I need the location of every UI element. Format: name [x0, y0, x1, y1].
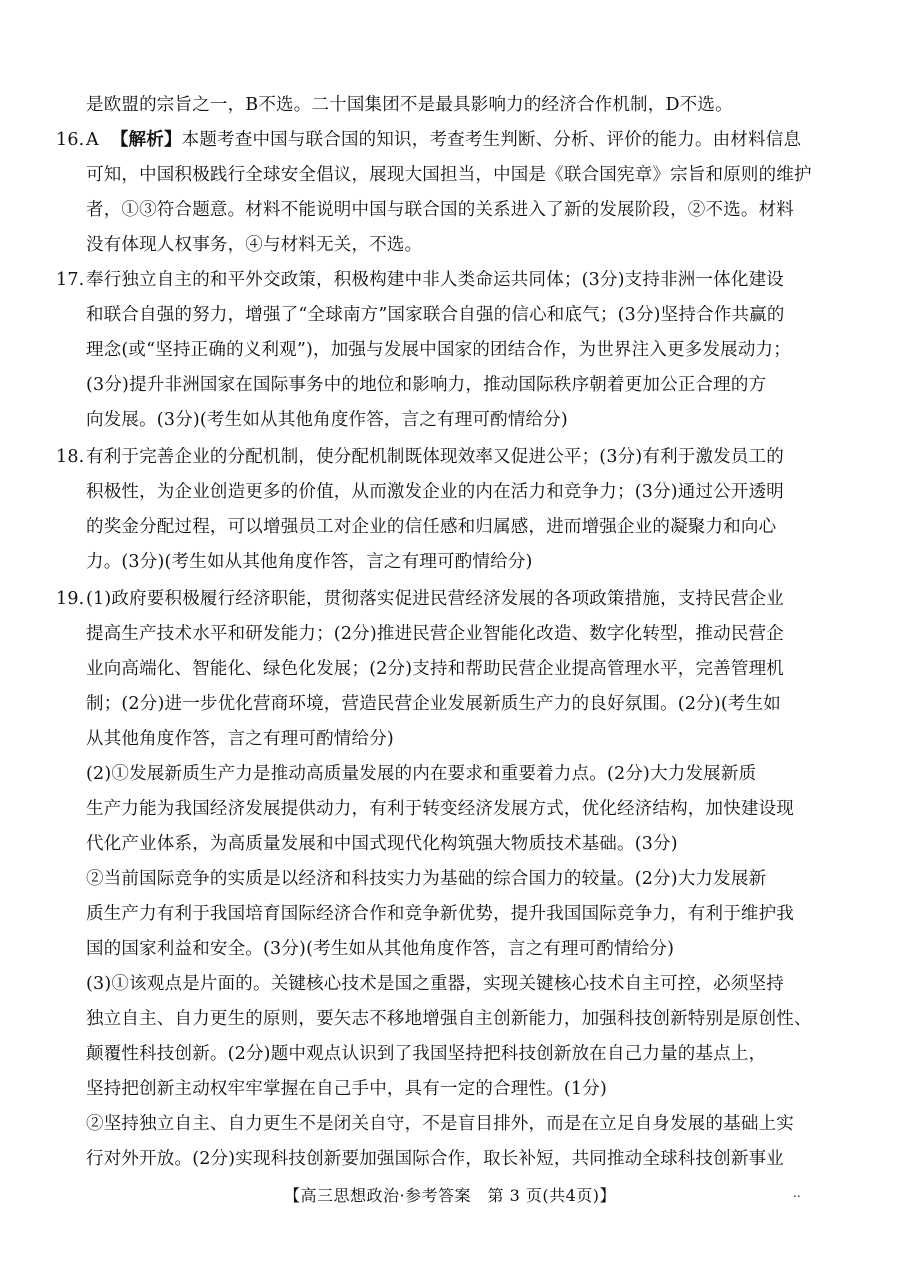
text-line: 行对外开放。(2分)实现科技创新要加强国际合作，取长补短，共同推动全球科技创新事业	[86, 1149, 784, 1169]
text-line: 积极性，为企业创造更多的价值，从而激发企业的内在活力和竞争力；(3分)通过公开透明	[86, 482, 784, 502]
text-line: (2)①发展新质生产力是推动高质量发展的内在要求和重要着力点。(2分)大力发展新质	[86, 764, 757, 784]
answer-choice: A	[86, 130, 99, 150]
text-line: 向发展。(3分)(考生如从其他角度作答，言之有理可酌情给分)	[86, 410, 568, 430]
text-line: ②坚持独立自主、自力更生不是闭关自守，不是盲目排外，而是在立足自身发展的基础上实	[86, 1114, 794, 1134]
text-line: 代化产业体系，为高质量发展和中国式现代化构筑强大物质技术基础。(3分)	[86, 834, 678, 854]
text-line: 本题考查中国与联合国的知识，考查考生判断、分析、评价的能力。由材料信息	[181, 130, 802, 150]
text-line: 业向高端化、智能化、绿色化发展；(2分)支持和帮助民营企业提高管理水平，完善管理机	[86, 659, 784, 679]
question-number: 16.	[56, 130, 85, 150]
text-line: 者，①③符合题意。材料不能说明中国与联合国的关系进入了新的发展阶段，②不选。材料	[86, 200, 794, 220]
text-line: 生产力能为我国经济发展提供动力，有利于转变经济发展方式，优化经济结构，加快建设现	[86, 799, 794, 819]
footer-mark: ..	[793, 1186, 801, 1200]
analysis-tag: 【解析】	[110, 130, 182, 150]
text-line: 没有体现人权事务，④与材料无关，不选。	[86, 235, 423, 255]
text-line: (3)①该观点是片面的。关键核心技术是国之重器，实现关键核心技术自主可控，必须坚持	[86, 974, 784, 994]
text-line: 坚持把创新主动权牢牢掌握在自己手中，具有一定的合理性。(1分)	[86, 1079, 607, 1099]
text-line: 的奖金分配过程，可以增强员工对企业的信任感和归属感，进而增强企业的凝聚力和向心	[86, 517, 777, 537]
question-number: 18.	[56, 447, 85, 467]
text-line: ②当前国际竞争的实质是以经济和科技实力为基础的综合国力的较量。(2分)大力发展新	[86, 869, 767, 889]
text-line: (3分)提升非洲国家在国际事务中的地位和影响力，推动国际秩序朝着更加公正合理的方	[86, 375, 767, 395]
answer-19	[56, 582, 826, 1177]
text-line: 提高生产技术水平和研发能力；(2分)推进民营企业智能化改造、数字化转型，推动民营企	[86, 624, 784, 644]
text-line: (1)政府要积极履行经济职能，贯彻落实促进民营经济发展的各项政策措施，支持民营企业	[86, 589, 784, 609]
answer-18	[56, 440, 826, 580]
continuation-paragraph	[86, 88, 826, 123]
text-line: 制；(2分)进一步优化营商环境，营造民营企业发展新质生产力的良好氛围。(2分)(考生如	[86, 694, 782, 714]
text-line: 理念(或“坚持正确的义利观”)，加强与发展中国家的团结合作，为世界注入更多发展动力；	[86, 340, 791, 360]
text-line: 国的国家利益和安全。(3分)(考生如从其他角度作答，言之有理可酌情给分)	[86, 939, 675, 959]
text-line: 奉行独立自主的和平外交政策，积极构建中非人类命运共同体；(3分)支持非洲一体化建设	[86, 270, 784, 290]
text-line: 可知，中国积极践行全球安全倡议，展现大国担当，中国是《联合国宪章》宗旨和原则的维护	[86, 165, 812, 185]
answer-16	[56, 123, 826, 263]
text-line: 和联合自强的努力，增强了“全球南方”国家联合自强的信心和底气；(3分)坚持合作共赢的	[86, 305, 785, 325]
text-line: 力。(3分)(考生如从其他角度作答，言之有理可酌情给分)	[86, 552, 533, 572]
question-number: 17.	[56, 270, 85, 290]
answer-17	[56, 263, 826, 438]
text-line: 质生产力有利于我国培育国际经济合作和竞争新优势，提升我国国际竞争力，有利于维护我	[86, 904, 794, 924]
question-number: 19.	[56, 589, 85, 609]
text-line: 独立自主、自力更生的原则，要矢志不移地增强自主创新能力，加强科技创新特别是原创性、	[86, 1009, 812, 1029]
text-line: 颠覆性科技创新。(2分)题中观点认识到了我国坚持把科技创新放在自己力量的基点上，	[86, 1044, 767, 1064]
text-line: 从其他角度作答，言之有理可酌情给分)	[86, 729, 394, 749]
text-line: 是欧盟的宗旨之一，B不选。二十国集团不是最具影响力的经济合作机制，D不选。	[86, 95, 733, 115]
text-line: 有利于完善企业的分配机制，使分配机制既体现效率又促进公平；(3分)有利于激发员工的	[86, 447, 784, 467]
page-footer: 【高三思想政治·参考答案 第 3 页(共4页)】	[283, 1186, 617, 1205]
